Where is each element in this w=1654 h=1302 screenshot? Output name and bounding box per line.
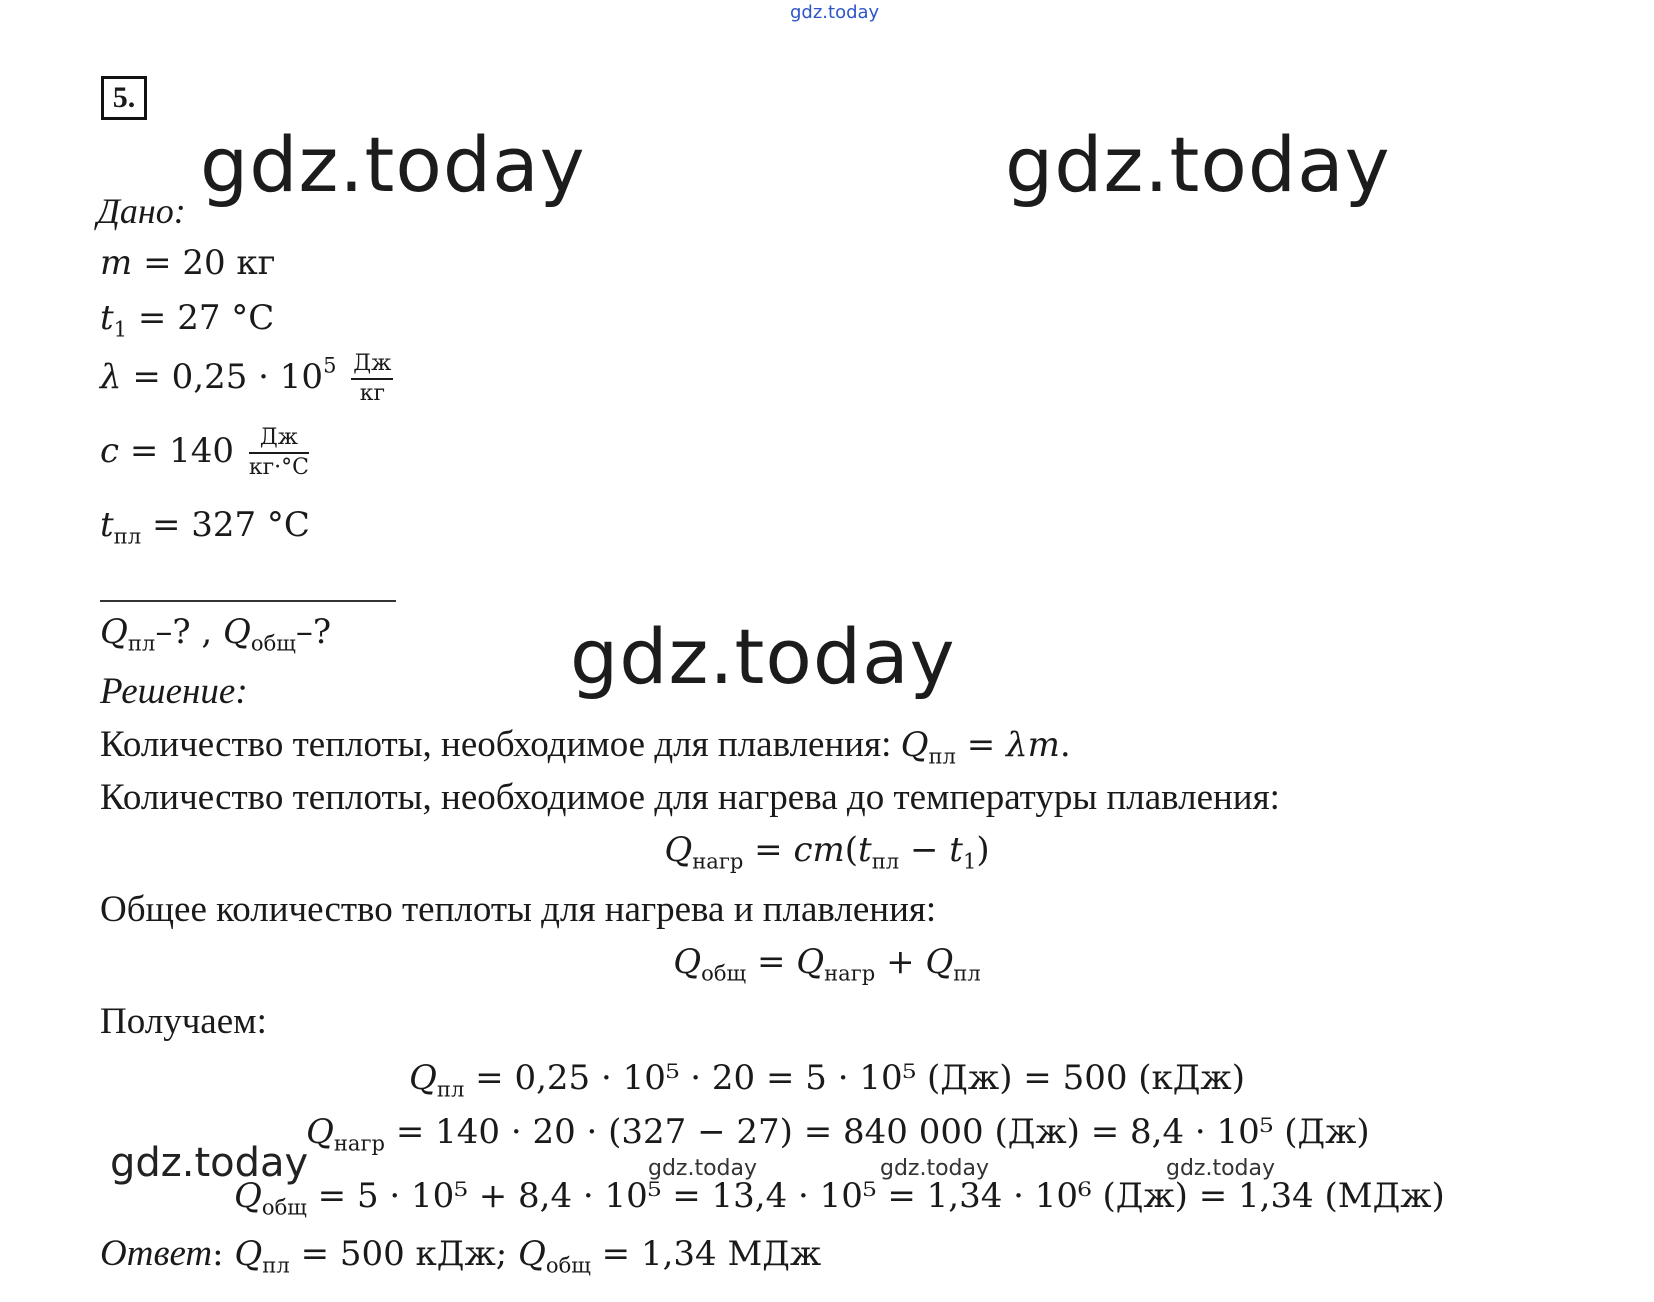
watermark-small-2: gdz.today [880,1156,990,1181]
watermark-small-3: gdz.today [1166,1156,1276,1181]
solution-line-total: Общее количество теплоты для нагрева и плавления: [100,889,937,930]
watermark-big-1: gdz.today [200,120,586,209]
watermark-top: gdz.today [790,2,880,23]
calc-heating: $Q_{нагр} = 140 \cdot 20 \cdot (327 - 27) = 840$ 000 (Дж) = 8,4 · 10⁵ (Дж) [306,1112,1370,1156]
task-number: 5. [101,76,147,120]
watermark-big-3: gdz.today [570,612,956,701]
given-melting-temperature: $t_{пл} = 327$ °С [100,505,310,549]
solution-line-result: Получаем: [100,1001,267,1042]
answer-line: Ответ: $Q_{пл} = 500$ кДж; $Q_{общ} = 1,34$ МДж [100,1233,822,1278]
given-heading: Дано: [97,191,186,231]
solution-line-melting: Количество теплоты, необходимое для плавления: $Q_{пл} = \lambda m$. [100,724,1071,769]
watermark-big-2: gdz.today [1005,120,1391,209]
given-lambda: $\lambda = 0,25 \cdot 10^5$ $\frac{Дж}{кг}$ [100,351,392,407]
watermark-mid: gdz.today [110,1140,309,1186]
given-divider [100,600,396,602]
calc-melting: $Q_{пл} = 0,25 \cdot 10^5 \cdot 20 = 5 \cdot 10^5$ (Дж) = 500 (кДж) [409,1058,1245,1102]
calc-total: $Q_{общ} = 5 \cdot 10^5 + 8,4 \cdot 10^5 = 13,4 \cdot 10^5 = 1,34 \cdot 10^6$ (Дж) = 1,34 (МДж) [234,1176,1445,1220]
solution-heading: Решение: [100,671,248,712]
find-line: $Q_{пл}-$? , $Q_{общ}-$? [100,612,332,656]
given-mass: m = 20 кг [100,243,276,283]
formula-heating: $Q_{нагр} = cm(t_{пл} - t_1)$ [664,830,990,874]
given-specific-heat: c = 140 $\frac{Дж}{кг\cdot^\circ С}$ [100,425,309,481]
watermark-small-1: gdz.today [648,1156,758,1181]
given-initial-temperature: $t_1 = 27$ °С [100,298,275,342]
solution-line-heating: Количество теплоты, необходимое для нагрева до температуры плавления: [100,777,1280,818]
formula-total: $Q_{общ} = Q_{нагр} + Q_{пл}$ [673,942,981,986]
